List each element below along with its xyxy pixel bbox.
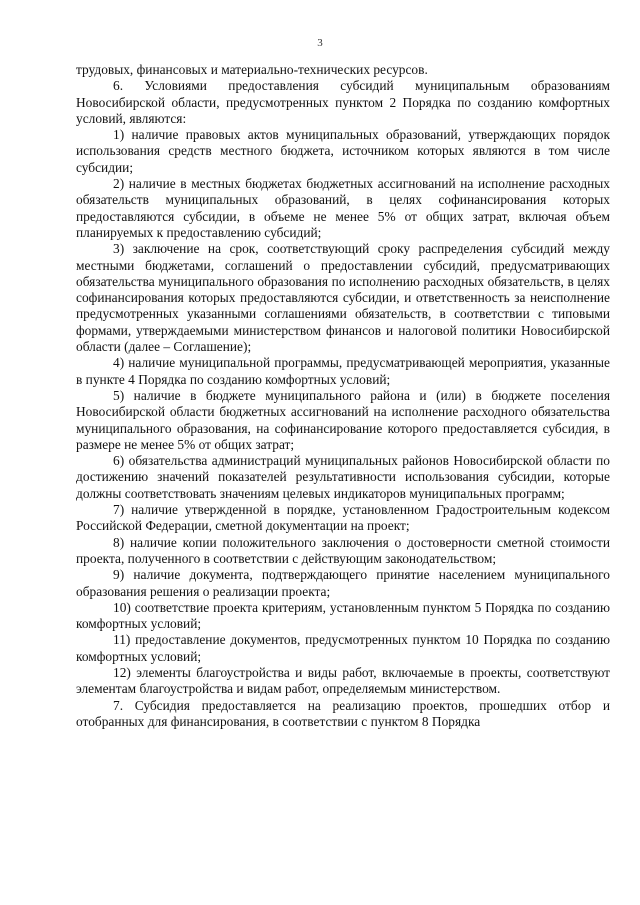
paragraph-clause-7: 7. Субсидия предоставляется на реализацию проектов, прошедших отбор и отобранных для финансирования, в соответствии с пунктом 8 Порядка: [76, 697, 610, 729]
paragraph-item-2: 2) наличие в местных бюджетах бюджетных ассигнований на исполнение расходных обязательств муниципальных образований, в целях софинансирования которых предоставляются субсидии, в объеме не менее 5% от общих затрат, включая объем планируемых к предоставлению субсидий;: [76, 176, 610, 240]
document-body: [76, 62, 610, 730]
paragraph-item-12: 12) элементы благоустройства и виды работ, включаемые в проекты, соответствуют элементам благоустройства и видам работ, определяемым министерством.: [76, 664, 610, 697]
paragraph-item-5: 5) наличие в бюджете муниципального района и (или) в бюджете поселения Новосибирской области бюджетных ассигнований на исполнение расходного обязательства муниципального образования, на софинансирование которого предоставляется субсидия, в размере не менее 5% от общих затрат;: [76, 387, 610, 452]
paragraph-clause-6: 6. Условиями предоставления субсидий муниципальным образованиям Новосибирской области, предусмотренных пунктом 2 Порядка по созданию комфортных условий, являются:: [76, 78, 610, 126]
paragraph-item-1: 1) наличие правовых актов муниципальных образований, утверждающих порядок использования средств местного бюджета, источником которых являются в том числе субсидии;: [76, 127, 610, 175]
paragraph-item-7: 7) наличие утвержденной в порядке, установленном Градостроительным кодексом Российской Федерации, сметной документации на проект;: [76, 502, 610, 534]
paragraph-item-6: 6) обязательства администраций муниципальных районов Новосибирской области по достижению значений показателей результативности использования субсидии, которые должны соответствовать значениям целевых индикаторов муниципальных программ;: [76, 453, 610, 501]
paragraph-item-9: 9) наличие документа, подтверждающего принятие населением муниципального образования решения о реализации проекта;: [76, 567, 610, 599]
paragraph-continuation: трудовых, финансовых и материально-технических ресурсов.: [76, 62, 428, 77]
paragraph-item-8: 8) наличие копии положительного заключения о достоверности сметной стоимости проекта, полученного в соответствии с действующим законодательством;: [76, 534, 610, 566]
paragraph-item-4: 4) наличие муниципальной программы, предусматривающей мероприятия, указанные в пункте 4 Порядка по созданию комфортных условий;: [76, 355, 610, 387]
paragraph-item-10: 10) соответствие проекта критериям, установленным пунктом 5 Порядка по созданию комфортных условий;: [76, 599, 610, 632]
paragraph-item-3: 3) заключение на срок, соответствующий сроку распределения субсидий между местными бюджетами, соглашений о предоставлении субсидий, предусматривающих обязательства муниципального образования по исполнению расходных обязательств, в целях софинансирования которых предоставляются субсидии, и ответственность за неисполнение предусмотренных указанными соглашениями обязательств, в соответствии с типовыми формами, утверждаемыми министерством финансов и налоговой политики Новосибирской области (далее – Соглашение);: [76, 241, 610, 355]
paragraph-item-11: 11) предоставление документов, предусмотренных пунктом 10 Порядка по созданию комфортных условий;: [76, 632, 610, 664]
page-number: 3: [317, 37, 323, 49]
